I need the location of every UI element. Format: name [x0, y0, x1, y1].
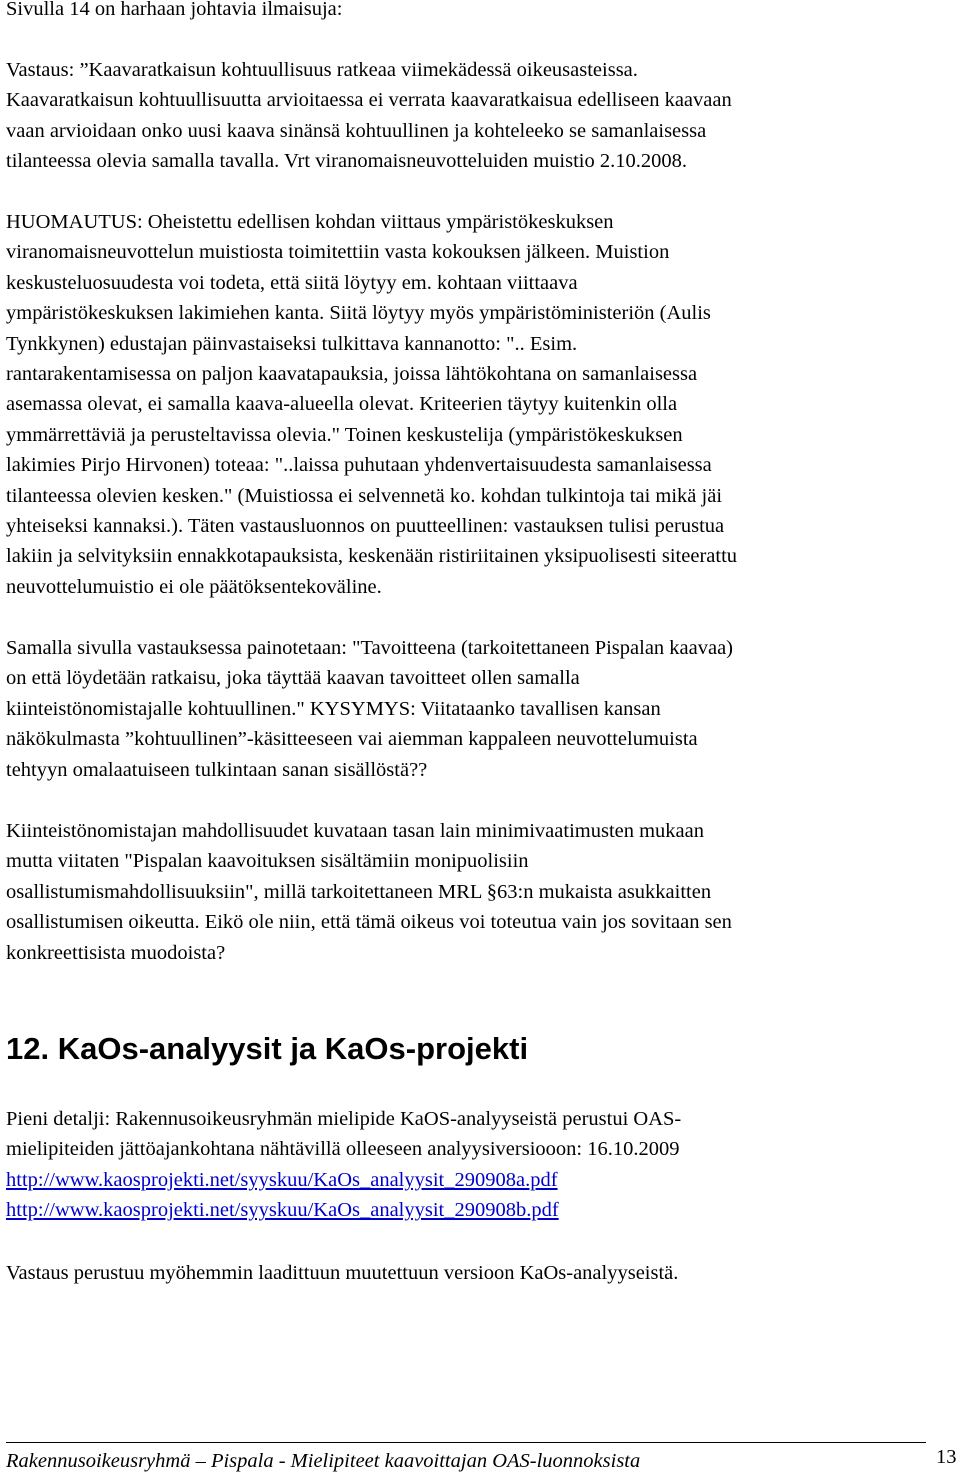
text-line: tilanteessa olevia samalla tavalla. Vrt viranomaisneuvotteluiden muistio 2.10.2008. — [6, 150, 687, 173]
text-line: osallistumismahdollisuuksiin", millä tarkoitettaneen MRL §63:n mukaista asukkaitten — [6, 880, 712, 903]
response-paragraph — [6, 1258, 678, 1288]
text-line: Samalla sivulla vastauksessa painotetaan: "Tavoitteena (tarkoitettaneen Pispalan kaavaa) — [6, 637, 734, 659]
text-line: Pieni detalji: Rakennusoikeusryhmän mielipide KaOS-analyyseistä perustui OAS- — [6, 1108, 682, 1130]
answer-paragraph — [6, 55, 732, 177]
text-line: Tynkkynen) edustajan päinvastaiseksi tulkittava kannanotto: ".. Esim. — [6, 332, 578, 355]
section-heading: 12. KaOs-analyysit ja KaOs-projekti — [6, 1031, 529, 1066]
text-line: neuvottelumuistio ei ole päätöksentekoväline. — [6, 575, 382, 598]
text-line: osallistumisen oikeutta. Eikö ole niin, että tämä oikeus voi toteutua vain jos sovitaan sen — [6, 911, 732, 934]
question-paragraph — [6, 633, 733, 785]
text-line: ymmärrettäviä ja perusteltavissa olevia." Toinen keskustelija (ympäristökeskuksen — [6, 423, 683, 446]
text-line: Vastaus: ”Kaavaratkaisun kohtuullisuus ratkeaa viimekädessä oikeusasteissa. — [6, 59, 638, 81]
text-line: Vastaus perustuu myöhemmin laadittuun muutettuun versioon KaOs-analyyseistä. — [6, 1262, 679, 1284]
text-line: keskusteluosuudesta voi todeta, että siitä löytyy em. kohtaan viittaava — [6, 271, 578, 294]
text-line: näkökulmasta ”kohtuullinen”-käsitteeseen vai aiemman kappaleen neuvottelumuista — [6, 728, 698, 751]
text-line: lakimies Pirjo Hirvonen) toteaa: "..laissa puhutaan yhdenvertaisuudesta samanlaisessa — [6, 454, 712, 477]
detail-paragraph — [6, 1104, 681, 1226]
text-line: Sivulla 14 on harhaan johtavia ilmaisuja: — [6, 0, 343, 20]
text-line: vaan arvioidaan onko uusi kaava sinänsä kohtuullinen ja kohteleeko se samanlaisessa — [6, 119, 707, 142]
text-line: tehtyyn omalaatuiseen tulkintaan sanan sisällöstä?? — [6, 758, 428, 781]
footer-title: Rakennusoikeusryhmä – Pispala - Mielipiteet kaavoittajan OAS-luonnoksista — [6, 1450, 641, 1472]
footer-divider — [6, 1442, 926, 1443]
text-line: lakiin ja selvityksiin ennakkotapauksista, keskenään ristiriitainen yksipuolisesti siteerattu — [6, 545, 738, 568]
text-line: yhteiseksi kannaksi.). Täten vastausluonnos on puutteellinen: vastauksen tulisi perustua — [6, 515, 725, 538]
text-line: Kaavaratkaisun kohtuullisuutta arvioitaessa ei verrata kaavaratkaisua edelliseen kaavaan — [6, 89, 732, 112]
pdf-link-a[interactable]: http://www.kaosprojekti.net/syyskuu/KaOs_analyysit_290908a.pdf — [6, 1168, 558, 1191]
pdf-link-b[interactable]: http://www.kaosprojekti.net/syyskuu/KaOs_analyysit_290908b.pdf — [6, 1199, 559, 1222]
text-line: viranomaisneuvottelun muistiosta toimitettiin vasta kokouksen jälkeen. Muistion — [6, 241, 670, 264]
intro-paragraph — [6, 0, 342, 24]
text-line: Kiinteistönomistajan mahdollisuudet kuvataan tasan lain minimivaatimusten mukaan — [6, 820, 705, 842]
page-number: 13 — [936, 1446, 957, 1468]
text-line: rantarakentamisessa on paljon kaavatapauksia, joissa lähtökohtana on samanlaisessa — [6, 363, 698, 386]
text-line: mutta viitaten "Pispalan kaavoituksen sisältämiin monipuolisiin — [6, 850, 529, 873]
text-line: konkreettisista muodoista? — [6, 941, 226, 964]
owner-paragraph — [6, 816, 732, 968]
text-line: HUOMAUTUS: Oheistettu edellisen kohdan viittaus ympäristökeskuksen — [6, 211, 614, 233]
remark-paragraph — [6, 207, 737, 602]
text-line: mielipiteiden jättöajankohtana nähtävillä olleeseen analyysiversiooon: 16.10.2009 — [6, 1138, 680, 1161]
text-line: kiinteistönomistajalle kohtuullinen." KYSYMYS: Viitataanko tavallisen kansan — [6, 697, 661, 720]
text-line: asemassa olevat, ei samalla kaava-alueella olevat. Kriteerien täytyy kuitenkin olla — [6, 393, 678, 416]
text-line: ympäristökeskuksen lakimiehen kanta. Siitä löytyy myös ympäristöministeriön (Aulis — [6, 302, 711, 325]
text-line: on että löydetään ratkaisu, joka täyttää kaavan tavoitteet ollen samalla — [6, 667, 580, 690]
text-line: tilanteessa olevien kesken." (Muistiossa ei selvennetä ko. kohdan tulkintoja tai mikä jäi — [6, 484, 723, 507]
